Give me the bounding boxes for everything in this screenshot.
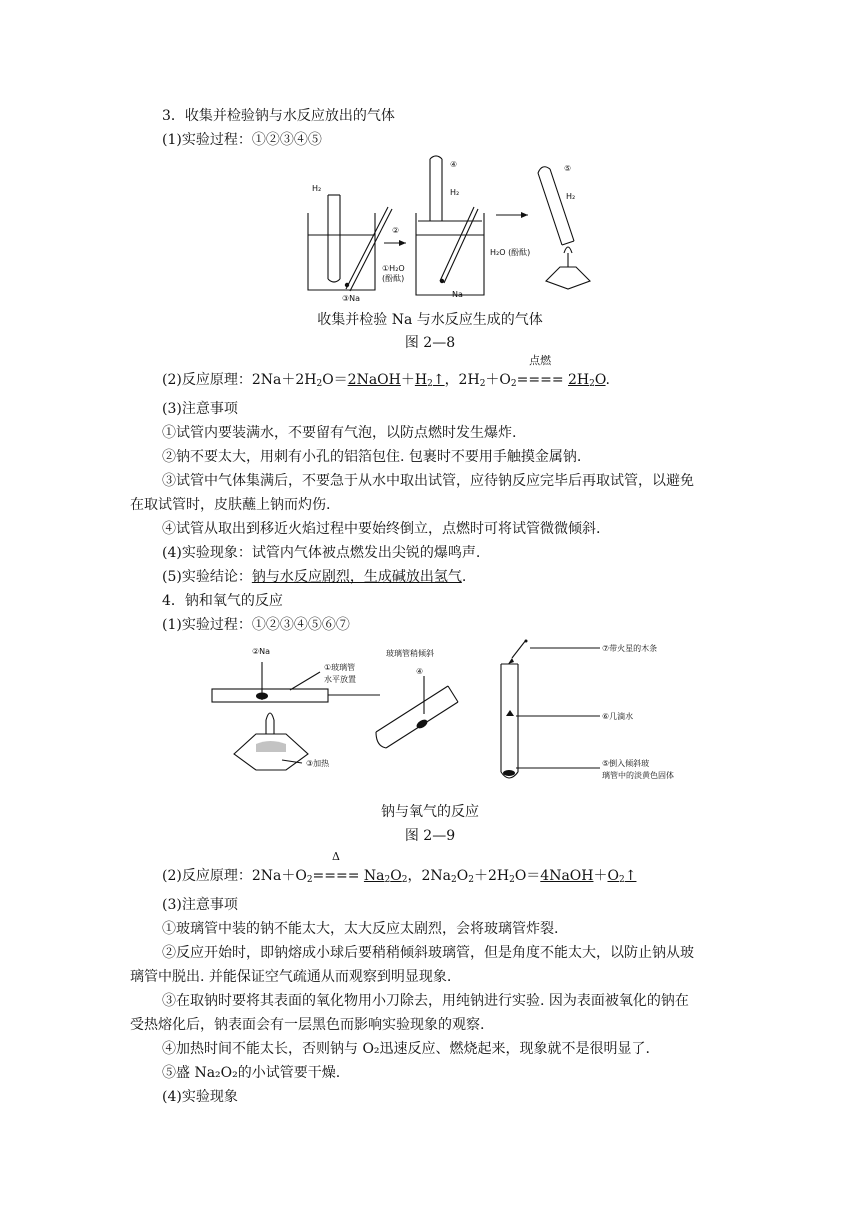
fig9-label-solid-2: 璃管中的淡黄色固体 — [602, 771, 674, 780]
fig8-label-h2-right: H₂ — [566, 192, 576, 201]
section-3-phenomenon: (4)实验现象：试管内气体被点燃发出尖锐的爆鸣声. — [162, 545, 481, 561]
section-4-process: (1)实验过程：①②③④⑤⑥⑦ — [162, 617, 350, 633]
figure-2-9-caption: 钠与氧气的反应 — [381, 804, 479, 820]
section-3-note-2: ②钠不要太大，用刺有小孔的铝箔包住. 包裹时不要用手触摸金属钠. — [162, 449, 582, 465]
section-4-phenomenon: (4)实验现象 — [162, 1089, 238, 1105]
section-3-notes-title: (3)注意事项 — [162, 401, 238, 417]
figure-2-9 — [210, 640, 674, 790]
fig9-label-solid-1: ⑤倒入倾斜玻 — [602, 759, 650, 768]
fig9-label-tube-2: 水平放置 — [324, 675, 356, 684]
section-4-note-2-cont: 璃管中脱出. 并能保证空气疏通从而观察到明显现象. — [130, 969, 452, 985]
fig9-label-tilt: 玻璃管稍倾斜 — [386, 649, 434, 658]
fig8-label-3: ③Na — [342, 294, 361, 303]
section-4-note-2: ②反应开始时，即钠熔成小球后要稍稍倾斜玻璃管，但是角度不能太大，以防止钠从玻 — [162, 945, 694, 961]
section-4-note-4: ④加热时间不能太长，否则钠与 O₂迅速反应、燃烧起来，现象就不是很明显了. — [162, 1041, 650, 1057]
section-3-conclusion: (5)实验结论：钠与水反应剧烈，生成碱放出氢气. — [162, 569, 467, 585]
section-4-title: 4．钠和氧气的反应 — [162, 593, 283, 609]
fig8-label-h2o: H₂O (酚酞) — [490, 248, 531, 257]
section-4-notes-title: (3)注意事项 — [162, 897, 238, 913]
section-3-title: 3．收集并检验钠与水反应放出的气体 — [162, 108, 395, 124]
fig8-label-1-sub: (酚酞) — [382, 274, 405, 283]
section-3-note-1: ①试管内要装满水，不要留有气泡，以防点燃时发生爆炸. — [162, 425, 517, 441]
fig8-label-h2-middle: H₂ — [450, 188, 460, 197]
section-4-note-1: ①玻璃管中装的钠不能太大，太大反应太剧烈，会将玻璃管炸裂. — [162, 921, 559, 937]
fig8-label-5: ⑤ — [564, 164, 572, 173]
fig8-label-h2-left: H₂ — [312, 184, 322, 193]
fig9-label-4: ④ — [416, 667, 424, 676]
section-3-note-3: ③试管中气体集满后，不要急于从水中取出试管，应待钠反应完毕后再取试管，以避免 — [162, 473, 694, 489]
section-4-note-5: ⑤盛 Na₂O₂的小试管要干燥. — [162, 1065, 341, 1081]
figure-2-8-number: 图 2—8 — [404, 335, 456, 351]
fig9-label-stick: ⑦带火星的木条 — [602, 644, 658, 653]
fig9-label-na: ②Na — [252, 647, 271, 656]
section-4-note-3-cont: 受热熔化后，钠表面会有一层黑色而影响实验现象的观察. — [130, 1017, 485, 1033]
fig8-label-4: ④ — [450, 160, 458, 169]
section-4-note-3: ③在取钠时要将其表面的氧化物用小刀除去，用纯钠进行实验. 因为表面被氧化的钠在 — [162, 993, 689, 1009]
section-3-note-3-cont: 在取试管时，皮肤蘸上钠而灼伤. — [130, 497, 331, 513]
fig9-label-tube-1: ①玻璃管 — [324, 663, 356, 672]
section-3-note-4: ④试管从取出到移近火焰过程中要始终倒立，点燃时可将试管微微倾斜. — [162, 521, 601, 537]
section-3-process: (1)实验过程：①②③④⑤ — [162, 132, 322, 148]
figure-2-8 — [300, 155, 610, 305]
section-4-principle: (2)反应原理：$2Na+O_2$ Δ ==== $Na_2O_2$，$2Na_2O_2+2H_2O=4NaOH+O_2↑$ — [162, 850, 637, 885]
figure-2-8-caption: 收集并检验 Na 与水反应生成的气体 — [317, 312, 543, 328]
fig8-label-na: Na — [452, 290, 463, 299]
fig9-label-water: ⑥几滴水 — [602, 712, 634, 721]
fig8-label-1: ①H₂O — [382, 264, 405, 273]
section-3-principle: (2)反应原理：$2Na+2H_2O=2NaOH+H_2↑$，$2H_2+O_2$ 点燃 ==== $2H_2O$. — [162, 354, 610, 389]
fig8-label-2: ② — [392, 226, 400, 235]
figure-2-9-number: 图 2—9 — [404, 828, 456, 844]
fig9-label-heat: ③加热 — [306, 759, 330, 768]
